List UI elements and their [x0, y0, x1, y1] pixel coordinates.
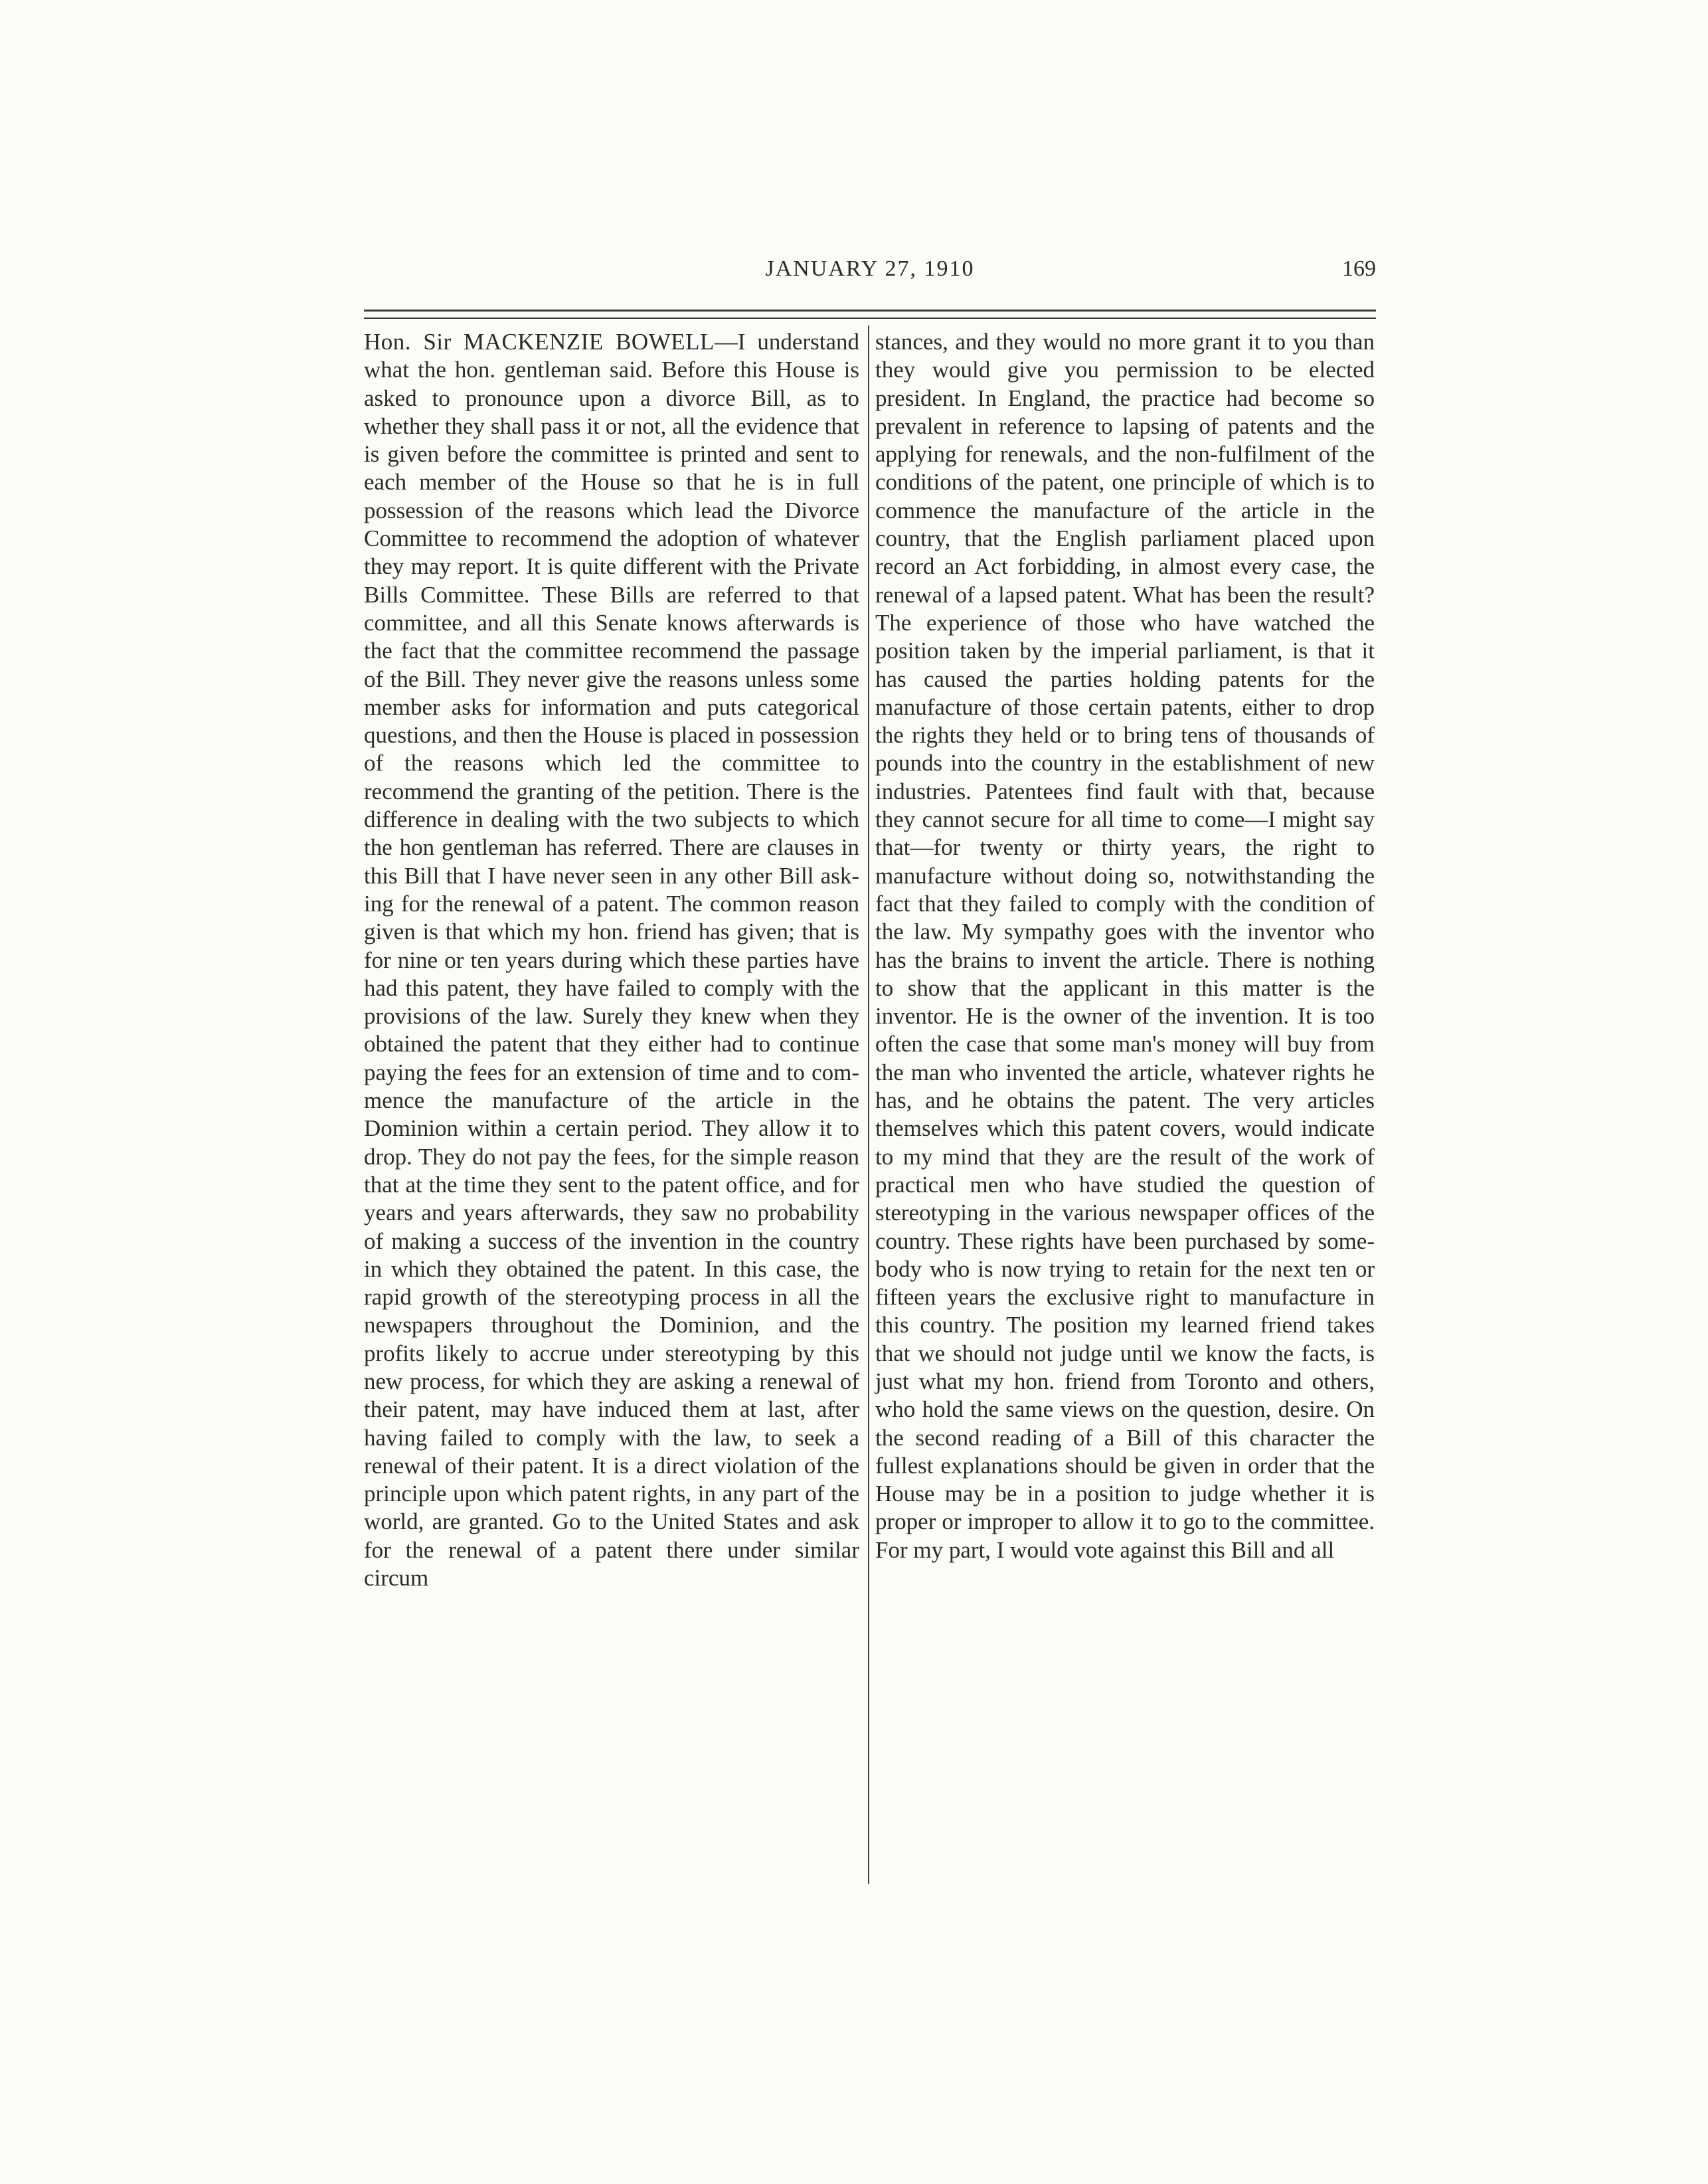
left-column-paragraph	[364, 328, 859, 1592]
header-rule-top	[364, 310, 1376, 312]
right-column-paragraph: stances, and they would no more grant it to you than they would give you permission to be elected president. In England, the practice had become so prevalent in reference to lapsing of patents and the applying for renewals, and the non-fulfilment of the conditions of the patent, one principle of which is to commence the manufacture of the article in the country, that the English parliament placed upon record an Act forbidding, in almost every case, the renewal of a lapsed patent. What has been the result? The experience of those who have watched the position taken by the imperial parliament, is that it has caused the parties holding patents for the manufacture of those certain patents, either to drop the rights they held or to bring tens of thousands of pounds into the country in the establishment of new industries. Patentees find fault with that, because they cannot secure for all time to come—I might say that—for twenty or thirty years, the right to manufacture without doing so, notwithstanding the fact that they failed to comply with the condition of the law. My sympathy goes with the inventor who has the brains to invent the article. There is nothing to show that the applicant in this matter is the inventor. He is the owner of the invention. It is too often the case that some man's money will buy from the man who invented the article, whatever rights he has, and he obtains the patent. The very articles themselves which this patent covers, would indicate to my mind that they are the result of the work of practical men who have studied the question of stereotyping in the various newspaper offices of the country. These rights have been purchased by somebody who is now trying to retain for the next ten or fifteen years the exclusive right to manufacture in this country. The position my learned friend takes that we should not judge until we know the facts, is just what my hon. friend from Toronto and others, who hold the same views on the question, desire. On the second reading of a Bill of this character the fullest explanations should be given in order that the House may be in a position to judge whether it is proper or improper to allow it to go to the committee. For my part, I would vote against this Bill and all	[875, 329, 1375, 1563]
right-column	[875, 328, 1375, 1564]
page-header	[364, 251, 1376, 291]
header-date: JANUARY 27, 1910	[765, 256, 975, 281]
column-divider	[868, 325, 869, 1884]
header-rule-bottom	[364, 318, 1376, 319]
left-column	[364, 328, 859, 1592]
speaker-name: Hon. Sir MACKENZIE BOWELL	[364, 329, 715, 355]
left-column-text: —I understand what the hon. gentleman said. Before this House is asked to pronounce upon a divorce Bill, as to whether they shall pass it or not, all the evidence that is given before the committee is printed and sent to each member of the House so that he is in full possession of the reasons which lead the Divorce Committee to recommend the adoption of whatever they may report. It is quite different with the Private Bills Committee. These Bills are referred to that committee, and all this Senate knows afterwards is the fact that the committee recommend the passage of the Bill. They never give the reasons unless some member asks for information and puts categorical questions, and then the House is placed in possession of the reasons which led the committee to recommend the granting of the petition. There is the difference in dealing with the two subjects to which the hon gentleman has referred. There are clauses in this Bill that I have never seen in any other Bill asking for the renewal of a patent. The common reason given is that which my hon. friend has given; that is for nine or ten years during which these parties have had this patent, they have failed to comply with the provisions of the law. Surely they knew when they obtained the patent that they either had to continue paying the fees for an extension of time and to commence the manufacture of the article in the Dominion within a certain period. They allow it to drop. They do not pay the fees, for the simple reason that at the time they sent to the patent office, and for years and years afterwards, they saw no probability of making a success of the invention in the country in which they obtained the patent. In this case, the rapid growth of the stereotyping process in all the newspapers throughout the Dominion, and the profits likely to accrue under stereotyping by this new process, for which they are asking a renewal of their patent, may have induced them at last, after having failed to comply with the law, to seek a renewal of their patent. It is a direct violation of the principle upon which patent rights, in any part of the world, are granted. Go to the United States and ask for the renewal of a patent there under similar circum	[364, 329, 859, 1592]
page-number: 169	[1342, 256, 1376, 281]
